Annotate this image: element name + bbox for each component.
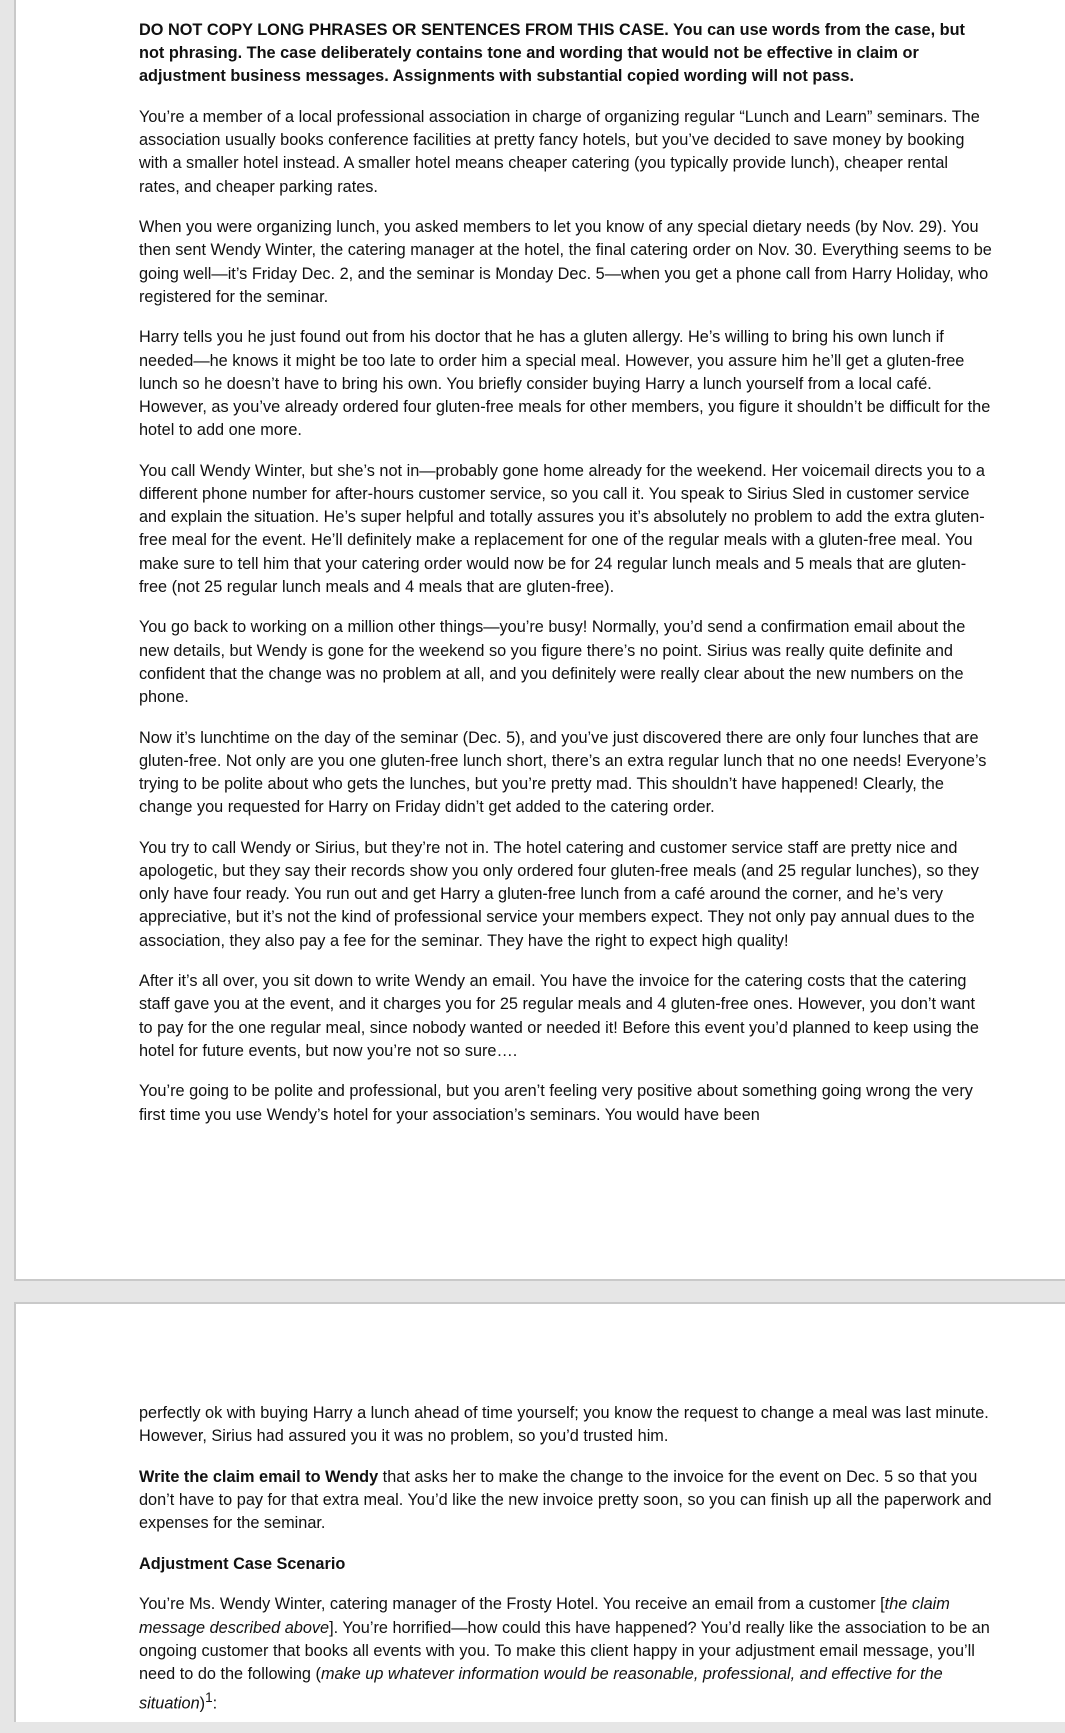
paragraph-lunchtime: Now it’s lunchtime on the day of the seminar (Dec. 5), and you’ve just discovered there are only four lunches that are gluten-free. Not only are you one gluten-free lunch short, there’s an extra regular lunch that no one needs! Everyone’s trying to be polite about who gets the lunches, but you’re pretty mad. This shouldn’t have happened! Clearly, the change you requested for Harry on Friday didn’t get added to the catering order. [139, 728, 987, 817]
paragraph-staff-apologetic: You try to call Wendy or Sirius, but they’re not in. The hotel catering and customer service staff are pretty nice and apologetic, but they say their records show you only ordered four gluten-free meals (and 25 regular lunches), so they only have four ready. You run out and get Harry a gluten-free lunch from a café around the corner, and he’s very appreciative, but it’s not the kind of professional service your members expect. They not only pay annual dues to the association, they also pay a fee for the seminar. They have the right to expect high quality! [139, 838, 979, 950]
document-page-2 [14, 1302, 1065, 1722]
page-2-text [139, 1402, 992, 1733]
claim-task-bold: Write the claim email to Wendy [139, 1467, 379, 1486]
document-page-1 [14, 0, 1065, 1281]
adjustment-text-2: ]. You’re horrified—how could this have happened? You’d really like the association to be an ongoing customer that books all events with you. To make this client happy in your adjustment email message, you’ll need to do the following ( [139, 1618, 990, 1683]
copy-warning: DO NOT COPY LONG PHRASES OR SENTENCES FROM THIS CASE. You can use words from the case, but not phrasing. The case deliberately contains tone and wording that would not be effective in claim or adjustment business messages. Assignments with substantial copied wording will not pass. [139, 21, 965, 86]
adjustment-heading: Adjustment Case Scenario [139, 1554, 346, 1573]
adjustment-text-1: You’re Ms. Wendy Winter, catering manager of the Frosty Hotel. You receive an email from a customer [ [139, 1595, 885, 1614]
adjustment-italic-1: the claim message described above [139, 1595, 950, 1637]
paragraph-continuation: perfectly ok with buying Harry a lunch ahead of time yourself; you know the request to change a meal was last minute. However, Sirius had assured you it was no problem, so you’d trusted him. [139, 1404, 989, 1446]
page-1-text [139, 19, 992, 1144]
paragraph-polite-professional: You’re going to be polite and professional, but you aren’t feeling very positive about something going wrong the very first time you use Wendy’s hotel for your association’s seminars. You would have been [139, 1082, 973, 1124]
paragraph-dietary-needs: When you were organizing lunch, you asked members to let you know of any special dietary needs (by Nov. 29). You then sent Wendy Winter, the catering manager at the hotel, the final catering order on Nov. 30. Everything seems to be going well—it’s Friday Dec. 2, and the seminar is Monday Dec. 5—when you get a phone call from Harry Holiday, who registered for the seminar. [139, 218, 992, 306]
paragraph-call-sirius: You call Wendy Winter, but she’s not in—probably gone home already for the weekend. Her voicemail directs you to a different phone number for after-hours customer service, so you call it. You speak to Sirius Sled in customer service and explain the situation. He’s super helpful and totally assures you it’s absolutely no problem to add the extra gluten-free meal for the event. He’ll definitely make a replacement for one of the regular meals with a gluten-free meal. You make sure to tell him that your catering order would now be for 24 regular lunch meals and 5 meals that are gluten-free (not 25 regular lunch meals and 4 meals that are gluten-free). [139, 461, 985, 596]
paragraph-claim-task [139, 1466, 992, 1536]
paragraph-busy: You go back to working on a million other things—you’re busy! Normally, you’d send a confirmation email about the new details, but Wendy is gone for the weekend so you figure there’s no point. Sirius was really quite definite and confident that the change was no problem at all, and you definitely were really clear about the new numbers on the phone. [139, 618, 966, 707]
adjustment-italic-2: make up whatever information would be reasonable, professional, and effective for the situation [139, 1665, 943, 1713]
paragraph-harry-allergy: Harry tells you he just found out from his doctor that he has a gluten allergy. He’s willing to bring his own lunch if needed—he knows it might be too late to order him a special meal. However, you assure him he’ll get a gluten-free lunch so he doesn’t have to bring his own. You briefly consider buying Harry a lunch yourself from a local café. However, as you’ve already ordered four gluten-free meals for other members, you figure it shouldn’t be difficult for the hotel to add one more. [139, 328, 991, 440]
paragraph-adjustment [139, 1593, 992, 1715]
footnote-reference[interactable]: 1 [205, 1690, 213, 1706]
adjustment-text-3: ) [199, 1694, 206, 1713]
claim-task-rest: that asks her to make the change to the invoice for the event on Dec. 5 so that you don’t have to pay for that extra meal. You’d like the new invoice pretty soon, so you can finish up all the paperwork and expenses for the seminar. [139, 1467, 992, 1533]
adjustment-text-end: : [212, 1694, 218, 1713]
paragraph-association: You’re a member of a local professional association in charge of organizing regular “Lunch and Learn” seminars. The association usually books conference facilities at pretty fancy hotels, but you’ve decided to save money by booking with a smaller hotel instead. A smaller hotel means cheaper catering (you typically provide lunch), cheaper rental rates, and cheaper parking rates. [139, 108, 980, 196]
paragraph-invoice: After it’s all over, you sit down to write Wendy an email. You have the invoice for the catering costs that the catering staff gave you at the event, and it charges you for 25 regular meals and 4 gluten-free ones. However, you don’t want to pay for the one regular meal, since nobody wanted or needed it! Before this event you’d planned to keep using the hotel for future events, but now you’re not so sure…. [139, 972, 979, 1060]
